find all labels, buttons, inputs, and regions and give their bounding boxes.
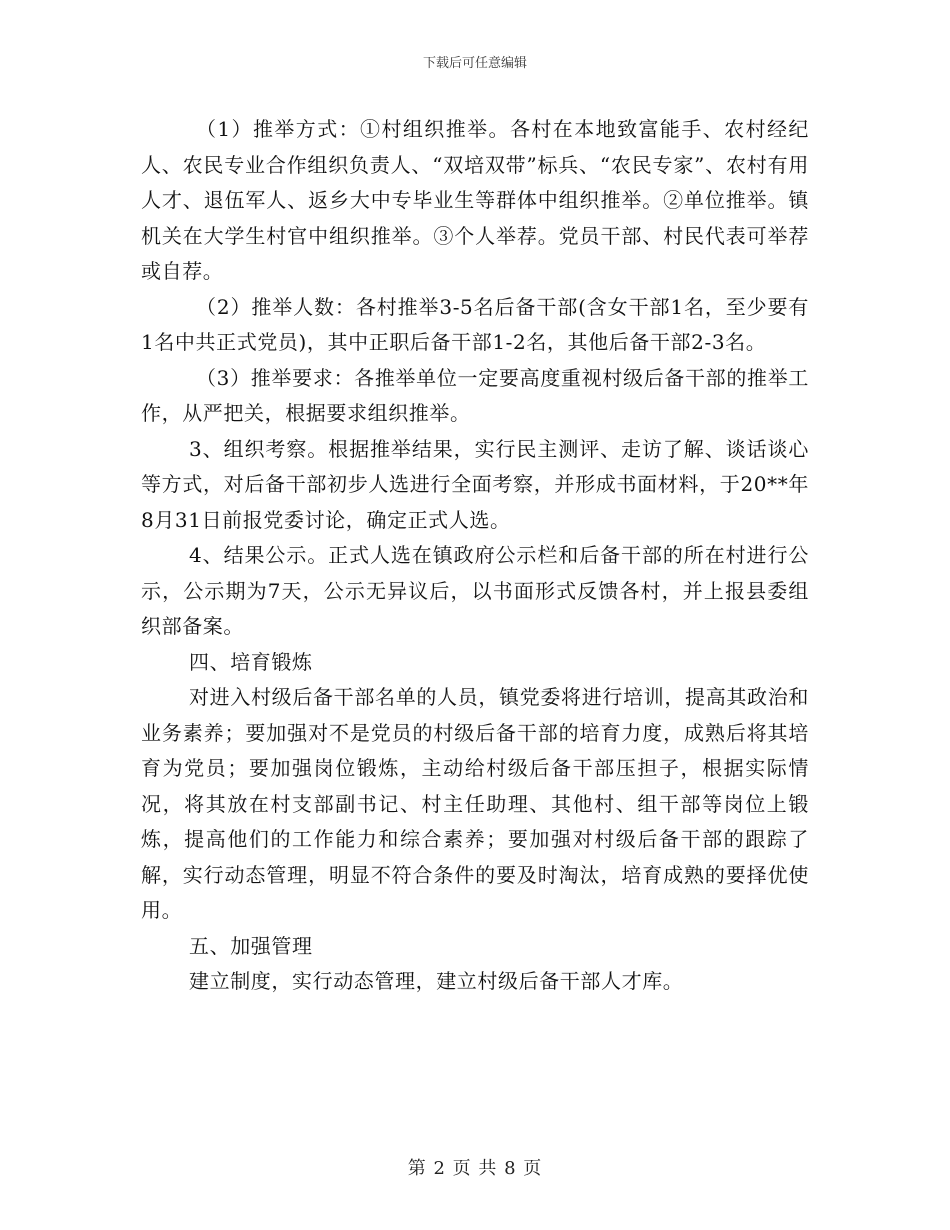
paragraph-organize-inspection: 3、组织考察。根据推举结果，实行民主测评、走访了解、谈话谈心等方式，对后备干部初步人选进行全面考察，并形成书面材料，于20**年8月31日前报党委讨论，确定正式人选。 — [141, 436, 809, 532]
document-body — [141, 112, 809, 1000]
page-footer: 第 2 页 共 8 页 — [407, 1158, 543, 1179]
paragraph-recommend-count: （2）推举人数：各村推举3-5名后备干部(含女干部1名，至少要有1名中共正式党员)，其中正职后备干部1-2名，其他后备干部2-3名。 — [141, 294, 809, 354]
paragraph-recommend-requirements: （3）推举要求：各推举单位一定要高度重视村级后备干部的推举工作，从严把关，根据要求组织推举。 — [141, 365, 809, 425]
section-heading-cultivation: 四、培育锻炼 — [189, 649, 313, 674]
paragraph-management: 建立制度，实行动态管理，建立村级后备干部人才库。 — [189, 969, 684, 993]
paragraph-recommend-method: （1）推举方式：①村组织推举。各村在本地致富能手、农村经纪人、农民专业合作组织负责人、“双培双带”标兵、“农民专家”、农村有用人才、退伍军人、返乡大中专毕业生等群体中组织推举。②单位推举。镇机关在大学生村官中组织推举。③个人举荐。党员干部、村民代表可举荐或自荐。 — [141, 117, 809, 283]
paragraph-result-publicity: 4、结果公示。正式人选在镇政府公示栏和后备干部的所在村进行公示，公示期为7天，公示无异议后，以书面形式反馈各村，并上报县委组织部备案。 — [141, 543, 809, 638]
page-header: 下载后可任意编辑 — [422, 56, 527, 71]
paragraph-cultivation: 对进入村级后备干部名单的人员，镇党委将进行培训，提高其政治和业务素养；要加强对不是党员的村级后备干部的培育力度，成熟后将其培育为党员；要加强岗位锻炼，主动给村级后备干部压担子，根据实际情况，将其放在村支部副书记、村主任助理、其他村、组干部等岗位上锻炼，提高他们的工作能力和综合素养；要加强对村级后备干部的跟踪了解，实行动态管理，明显不符合条件的要及时淘汰，培育成熟的要择优使用。 — [141, 685, 809, 922]
section-heading-management: 五、加强管理 — [189, 933, 313, 958]
